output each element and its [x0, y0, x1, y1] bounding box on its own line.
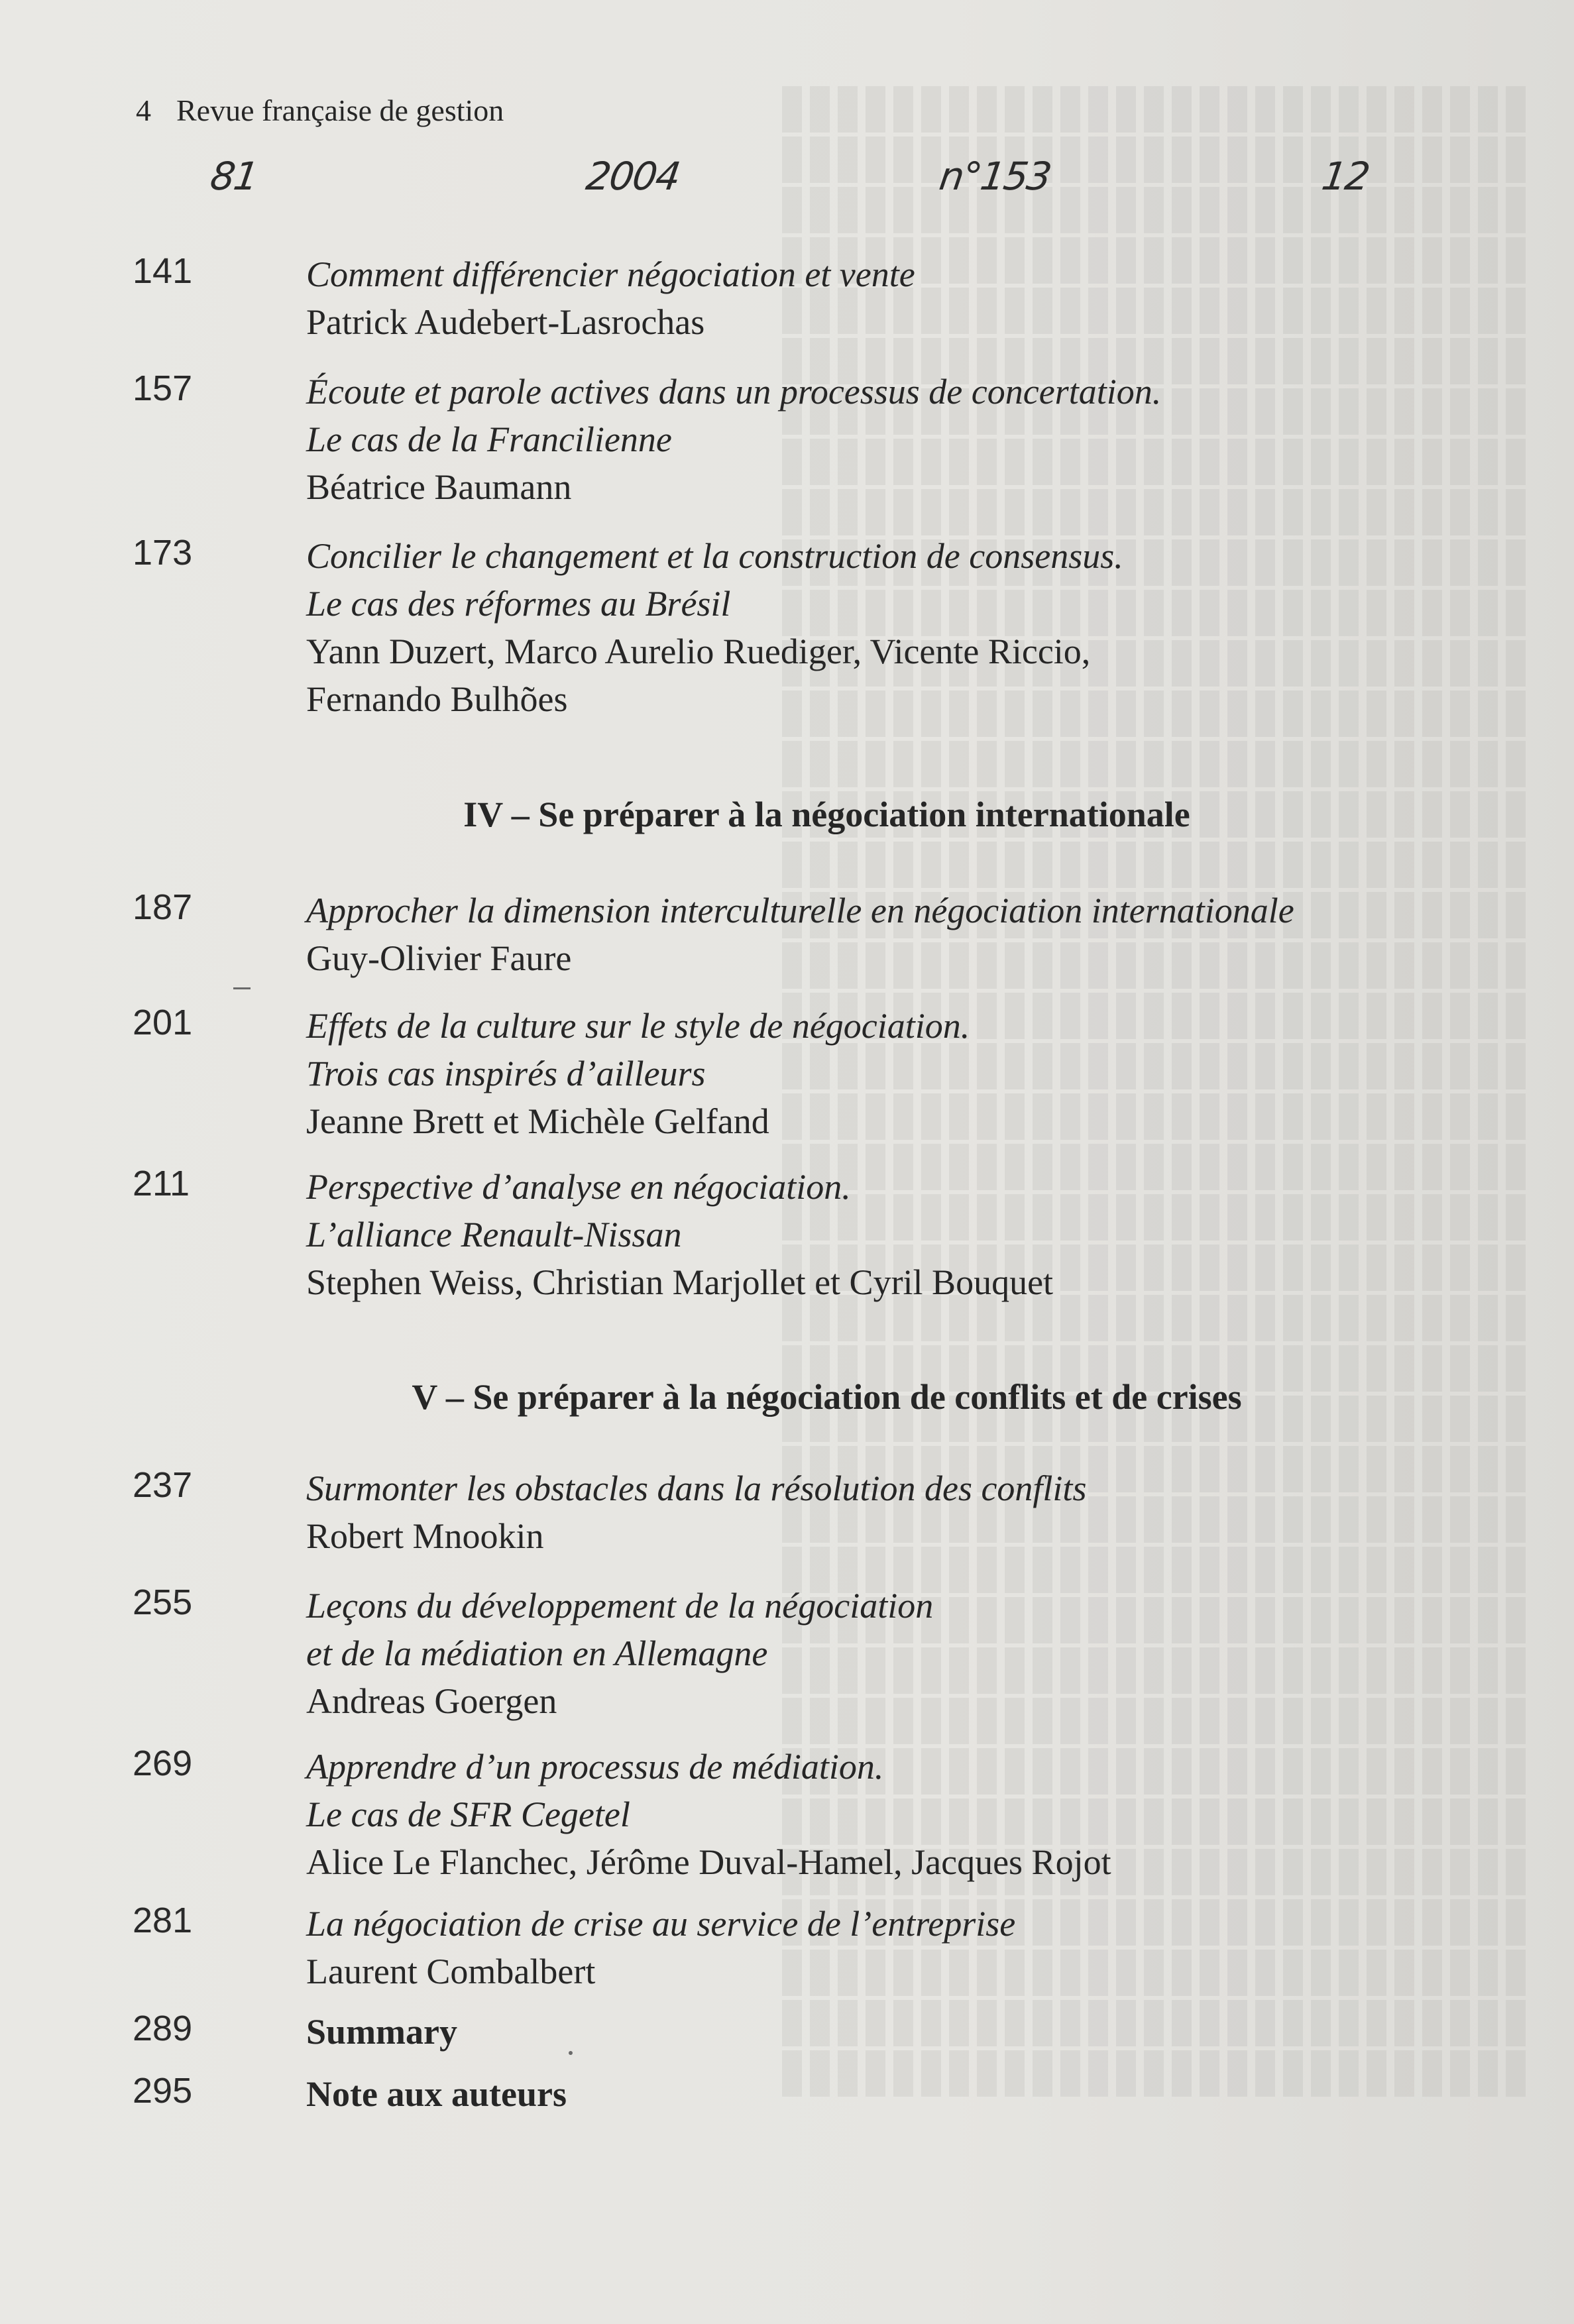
entry-authors: Yann Duzert, Marco Aurelio Ruediger, Vicente Riccio,	[306, 632, 1091, 671]
handwritten-note: n°153	[936, 154, 1054, 199]
entry-title: L’alliance Renault-Nissan	[306, 1215, 682, 1254]
entry-page-number: 211	[133, 1164, 190, 1203]
ink-dot	[569, 2051, 573, 2055]
section-heading	[0, 1376, 1574, 1417]
entry-title: Effets de la culture sur le style de négociation.	[306, 1006, 970, 1046]
entry-title: Comment différencier négociation et vente	[306, 254, 915, 294]
entry-title: Approcher la dimension interculturelle en négociation internationale	[306, 891, 1294, 930]
entry-authors: Stephen Weiss, Christian Marjollet et Cyril Bouquet	[306, 1262, 1054, 1302]
entry-title: Perspective d’analyse en négociation.	[306, 1167, 851, 1207]
entry-authors: Laurent Combalbert	[306, 1952, 596, 1991]
entry-title: Écoute et parole actives dans un processus de concertation.	[306, 372, 1162, 412]
pencil-mark	[233, 987, 251, 989]
entry-authors: Fernando Bulhões	[306, 679, 568, 719]
handwritten-note: 81	[207, 154, 260, 199]
section-heading-text: IV – Se préparer à la négociation internationale	[463, 795, 1190, 834]
entry-title: Surmonter les obstacles dans la résolution des conflits	[306, 1468, 1087, 1508]
entry-page-number: 201	[133, 1003, 193, 1042]
entry-authors: Béatrice Baumann	[306, 467, 572, 507]
section-heading	[0, 794, 1574, 835]
entry-title: Apprendre d’un processus de médiation.	[306, 1747, 884, 1787]
entry-page-number: 141	[133, 251, 193, 291]
entry-page-number: 295	[133, 2071, 193, 2111]
entry-authors: Alice Le Flanchec, Jérôme Duval-Hamel, Jacques Rojot	[306, 1842, 1111, 1882]
page-number: 4	[136, 93, 151, 127]
entry-title: Trois cas inspirés d’ailleurs	[306, 1054, 706, 1093]
entry-page-number: 289	[133, 2009, 193, 2048]
entry-authors: Andreas Goergen	[306, 1681, 557, 1721]
entry-page-number: 173	[133, 533, 193, 573]
entry-page-number: 281	[133, 1901, 193, 1940]
entry-authors: Jeanne Brett et Michèle Gelfand	[306, 1101, 769, 1141]
journal-title: Revue française de gestion	[176, 93, 504, 127]
handwritten-note: 12	[1319, 154, 1372, 199]
entry-authors: Robert Mnookin	[306, 1516, 544, 1556]
entry-title: Le cas de SFR Cegetel	[306, 1795, 630, 1834]
entry-title: La négociation de crise au service de l’entreprise	[306, 1904, 1016, 1944]
entry-page-number: 187	[133, 887, 193, 927]
entry-page-number: 237	[133, 1465, 193, 1505]
entry-authors: Guy-Olivier Faure	[306, 938, 572, 978]
entry-title: Le cas des réformes au Brésil	[306, 584, 731, 624]
handwritten-note: 2004	[583, 154, 683, 199]
entry-page-number: 255	[133, 1582, 193, 1622]
running-header	[136, 93, 504, 128]
section-heading-text: V – Se préparer à la négociation de conflits et de crises	[412, 1377, 1242, 1417]
entry-authors: Patrick Audebert-Lasrochas	[306, 302, 705, 342]
entry-page-number: 269	[133, 1743, 193, 1783]
entry-title: Summary	[306, 2012, 457, 2052]
entry-title: Concilier le changement et la construction de consensus.	[306, 536, 1123, 576]
entry-title: Leçons du développement de la négociation	[306, 1586, 934, 1626]
entry-title: Note aux auteurs	[306, 2074, 567, 2114]
entry-title: Le cas de la Francilienne	[306, 419, 672, 459]
entry-page-number: 157	[133, 368, 193, 408]
entry-title: et de la médiation en Allemagne	[306, 1633, 768, 1673]
